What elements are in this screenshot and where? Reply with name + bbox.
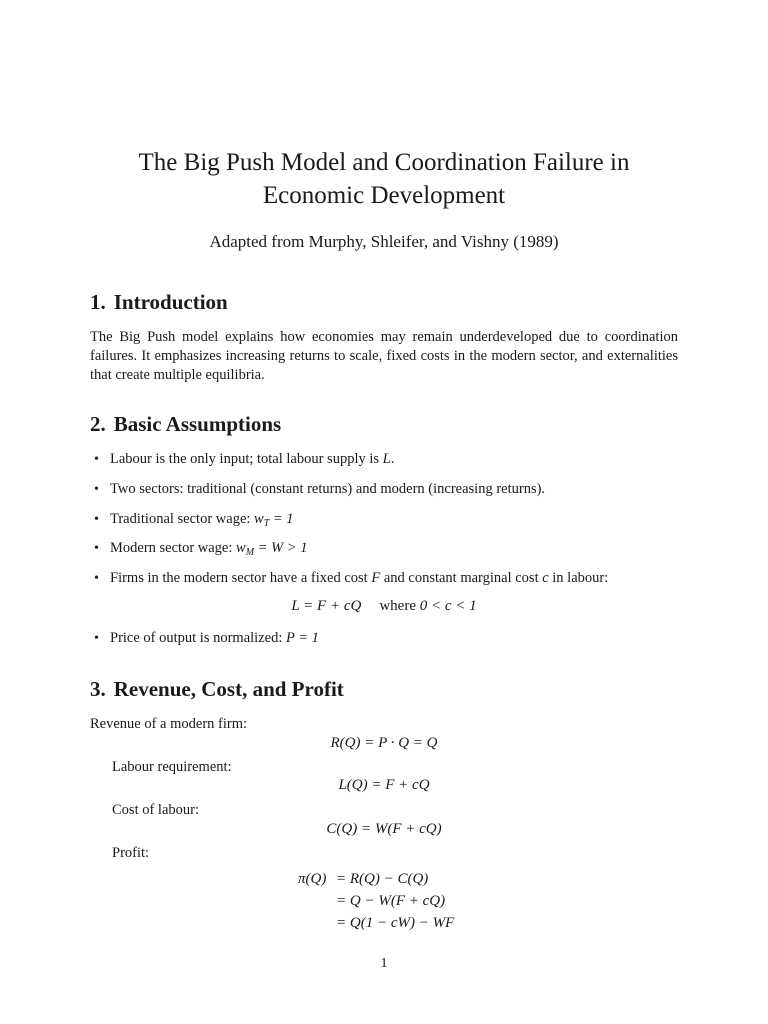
profit-label: Profit: bbox=[112, 845, 150, 861]
section-number: 1. bbox=[90, 290, 106, 314]
section-title: Introduction bbox=[113, 290, 228, 314]
page-subtitle: Adapted from Murphy, Shleifer, and Vishny (1989) bbox=[209, 232, 559, 251]
list-item: • Modern sector wage: $w_M = W > 1$ bbox=[110, 539, 678, 562]
section-number: 2. bbox=[90, 412, 106, 436]
profit-row: = Q(1 − cW) − WF bbox=[336, 915, 455, 931]
labour-requirement-equation: L(Q) = F + cQ bbox=[338, 777, 430, 793]
cost-equation: C(Q) = W(F + cQ) bbox=[326, 821, 442, 837]
list-item: • Firms in the modern sector have a fixed cost F and constant marginal cost c in labour: bbox=[110, 569, 678, 588]
revenue-label: Revenue of a modern firm: bbox=[90, 716, 248, 732]
list-item: • Labour is the only input; total labour supply is L. bbox=[110, 450, 678, 469]
list-item: • Price of output is normalized: P = 1 bbox=[110, 629, 678, 648]
revenue-equation: R(Q) = P · Q = Q bbox=[330, 735, 438, 751]
section-heading-revenue bbox=[90, 676, 344, 702]
section-heading-assumptions bbox=[90, 411, 281, 437]
section-heading-introduction bbox=[90, 289, 228, 315]
intro-paragraph: The Big Push model explains how economies may remain underdeveloped due to coordination failures. It emphasizes increasing returns to scale, fixed costs in the modern sector, and externalities that create multiple equilibria. bbox=[90, 329, 678, 383]
section-title: Basic Assumptions bbox=[113, 412, 282, 436]
profit-row: = Q − W(F + cQ) bbox=[336, 893, 446, 909]
page-title: The Big Push Model and Coordination Failure in Economic Development bbox=[138, 149, 630, 209]
list-item: • Two sectors: traditional (constant returns) and modern (increasing returns). bbox=[110, 480, 678, 499]
page-number: 1 bbox=[380, 956, 388, 971]
section-title: Revenue, Cost, and Profit bbox=[113, 677, 344, 701]
cost-label: Cost of labour: bbox=[112, 802, 199, 818]
labour-label: Labour requirement: bbox=[112, 759, 232, 775]
list-item: • Traditional sector wage: $w_T = 1$ bbox=[110, 510, 678, 533]
profit-lhs: π(Q) bbox=[298, 871, 327, 887]
labour-equation: L = F + cQ where 0 < c < 1 bbox=[291, 598, 477, 614]
section-number: 3. bbox=[90, 677, 106, 701]
profit-row: = R(Q) − C(Q) bbox=[336, 871, 429, 887]
